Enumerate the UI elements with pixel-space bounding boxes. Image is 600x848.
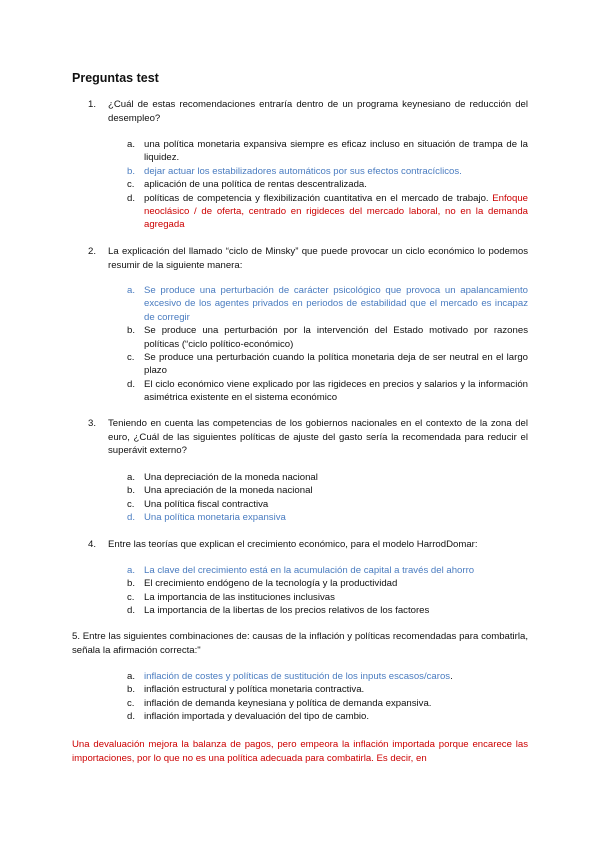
option-text: El ciclo económico viene explicado por las rigideces en precios y salarios y la información asimétrica existente en el sistema económico <box>144 378 528 404</box>
option-letter: d. <box>127 378 136 390</box>
question-text: La explicación del llamado “ciclo de Minsky” que puede provocar un ciclo económico lo podemos resumir de la siguiente manera: <box>108 246 528 271</box>
explanation-note: Una devaluación mejora la balanza de pagos, pero empeora la inflación importada porque encarece las importaciones, por lo que no es una política adecuada para combatirla. Es decir, en <box>72 739 528 764</box>
option-text: Una política fiscal contractiva <box>144 498 269 510</box>
option-a-correct <box>127 284 528 324</box>
option-text: La importancia de las instituciones inclusivas <box>144 591 335 603</box>
option-a-correct <box>127 670 528 683</box>
option-d <box>127 604 528 617</box>
option-d <box>127 378 528 405</box>
option-c <box>127 591 528 604</box>
option-letter: c. <box>127 591 135 603</box>
question-text: ¿Cuál de estas recomendaciones entraría dentro de un programa keynesiano de reducción del desempleo? <box>108 99 528 124</box>
option-letter: d. <box>127 192 136 204</box>
option-text: una política monetaria expansiva siempre es eficaz incluso en situación de trampa de la liquidez. <box>144 139 528 164</box>
option-text: La clave del crecimiento está en la acumulación de capital a través del ahorro <box>144 565 475 576</box>
option-b <box>127 683 528 696</box>
option-letter: c. <box>127 697 135 709</box>
option-annotation: Enfoque neoclásico / de oferta, centrado en rigideces del mercado laboral, no en la demanda agregada <box>144 192 528 231</box>
option-a-correct <box>127 564 528 577</box>
option-text: inflación de costes y políticas de sustitución de los inputs escasos/caros <box>144 671 451 682</box>
question-4-options <box>127 564 528 618</box>
option-d-correct <box>127 511 528 524</box>
option-text-suffix: . <box>450 671 453 682</box>
option-text: inflación de demanda keynesiana y política de demanda expansiva. <box>144 697 432 709</box>
option-text: Se produce una perturbación por la intervención del Estado motivado por razones políticas (“ciclo político-económico) <box>144 325 528 350</box>
question-1 <box>88 98 528 125</box>
question-1-options <box>127 138 528 232</box>
option-letter: c. <box>127 352 135 364</box>
option-letter: c. <box>127 498 135 510</box>
option-text: Se produce una perturbación de carácter psicológico que provoca un apalancamiento excesivo de los agentes privados en periodos de estabilidad que el mercado es incapaz de corregir <box>144 285 528 323</box>
option-text: Una política monetaria expansiva <box>144 512 286 524</box>
option-c <box>127 498 528 511</box>
option-letter: b. <box>127 578 136 590</box>
option-text: políticas de competencia y flexibilización cuantitativa en el mercado de trabajo. <box>144 192 489 204</box>
option-text: Se produce una perturbación cuando la política monetaria deja de ser neutral en el largo plazo <box>144 352 528 377</box>
option-letter: d. <box>127 512 136 524</box>
option-a <box>127 138 528 165</box>
option-d <box>127 710 528 723</box>
option-text: Una apreciación de la moneda nacional <box>144 485 313 497</box>
question-5-text: 5. Entre las siguientes combinaciones de: causas de la inflación y políticas recomendadas para combatirla, señala la afirmación correcta:" <box>72 631 528 656</box>
option-text: aplicación de una política de rentas descentralizada. <box>144 179 367 191</box>
question-3 <box>88 417 528 458</box>
page-title: Preguntas test <box>72 71 159 85</box>
option-b <box>127 577 528 590</box>
option-text: Una depreciación de la moneda nacional <box>144 472 318 483</box>
option-d <box>127 192 528 232</box>
option-text: El crecimiento endógeno de la tecnología y la productividad <box>144 578 398 590</box>
option-letter: b. <box>127 165 136 177</box>
option-letter: d. <box>127 711 136 723</box>
option-text: inflación estructural y política monetaria contractiva. <box>144 684 365 696</box>
question-text: Teniendo en cuenta las competencias de los gobiernos nacionales en el contexto de la zona del euro, ¿Cuál de las siguientes políticas de ajuste del gasto sería la recomendada para reducir el superávit externo? <box>108 418 528 457</box>
option-b <box>127 324 528 351</box>
question-text: Entre las teorías que explican el crecimiento económico, para el modelo HarrodDomar: <box>108 539 478 550</box>
question-number: 4. <box>88 539 97 550</box>
question-number: 1. <box>88 99 97 110</box>
question-5-options <box>127 670 528 724</box>
option-a <box>127 471 528 484</box>
option-b <box>127 484 528 497</box>
question-number: 3. <box>88 418 97 429</box>
question-4 <box>88 538 528 552</box>
option-text: dejar actuar los estabilizadores automáticos por sus efectos contracíclicos. <box>144 165 462 177</box>
option-text: inflación importada y devaluación del tipo de cambio. <box>144 711 370 723</box>
question-2 <box>88 245 528 272</box>
option-b-correct <box>127 165 528 178</box>
question-2-options <box>127 284 528 405</box>
option-letter: a. <box>127 472 136 483</box>
option-letter: d. <box>127 605 136 617</box>
question-3-options <box>127 471 528 525</box>
option-text: La importancia de la libertas de los precios relativos de los factores <box>144 605 430 617</box>
option-c <box>127 351 528 378</box>
option-letter: b. <box>127 684 136 696</box>
option-c <box>127 178 528 191</box>
option-letter: c. <box>127 179 135 191</box>
question-number: 2. <box>88 246 97 257</box>
option-letter: b. <box>127 485 136 497</box>
option-c <box>127 697 528 710</box>
option-letter: a. <box>127 565 136 576</box>
option-letter: b. <box>127 325 136 337</box>
option-letter: a. <box>127 139 136 150</box>
option-letter: a. <box>127 671 136 682</box>
option-letter: a. <box>127 285 136 296</box>
